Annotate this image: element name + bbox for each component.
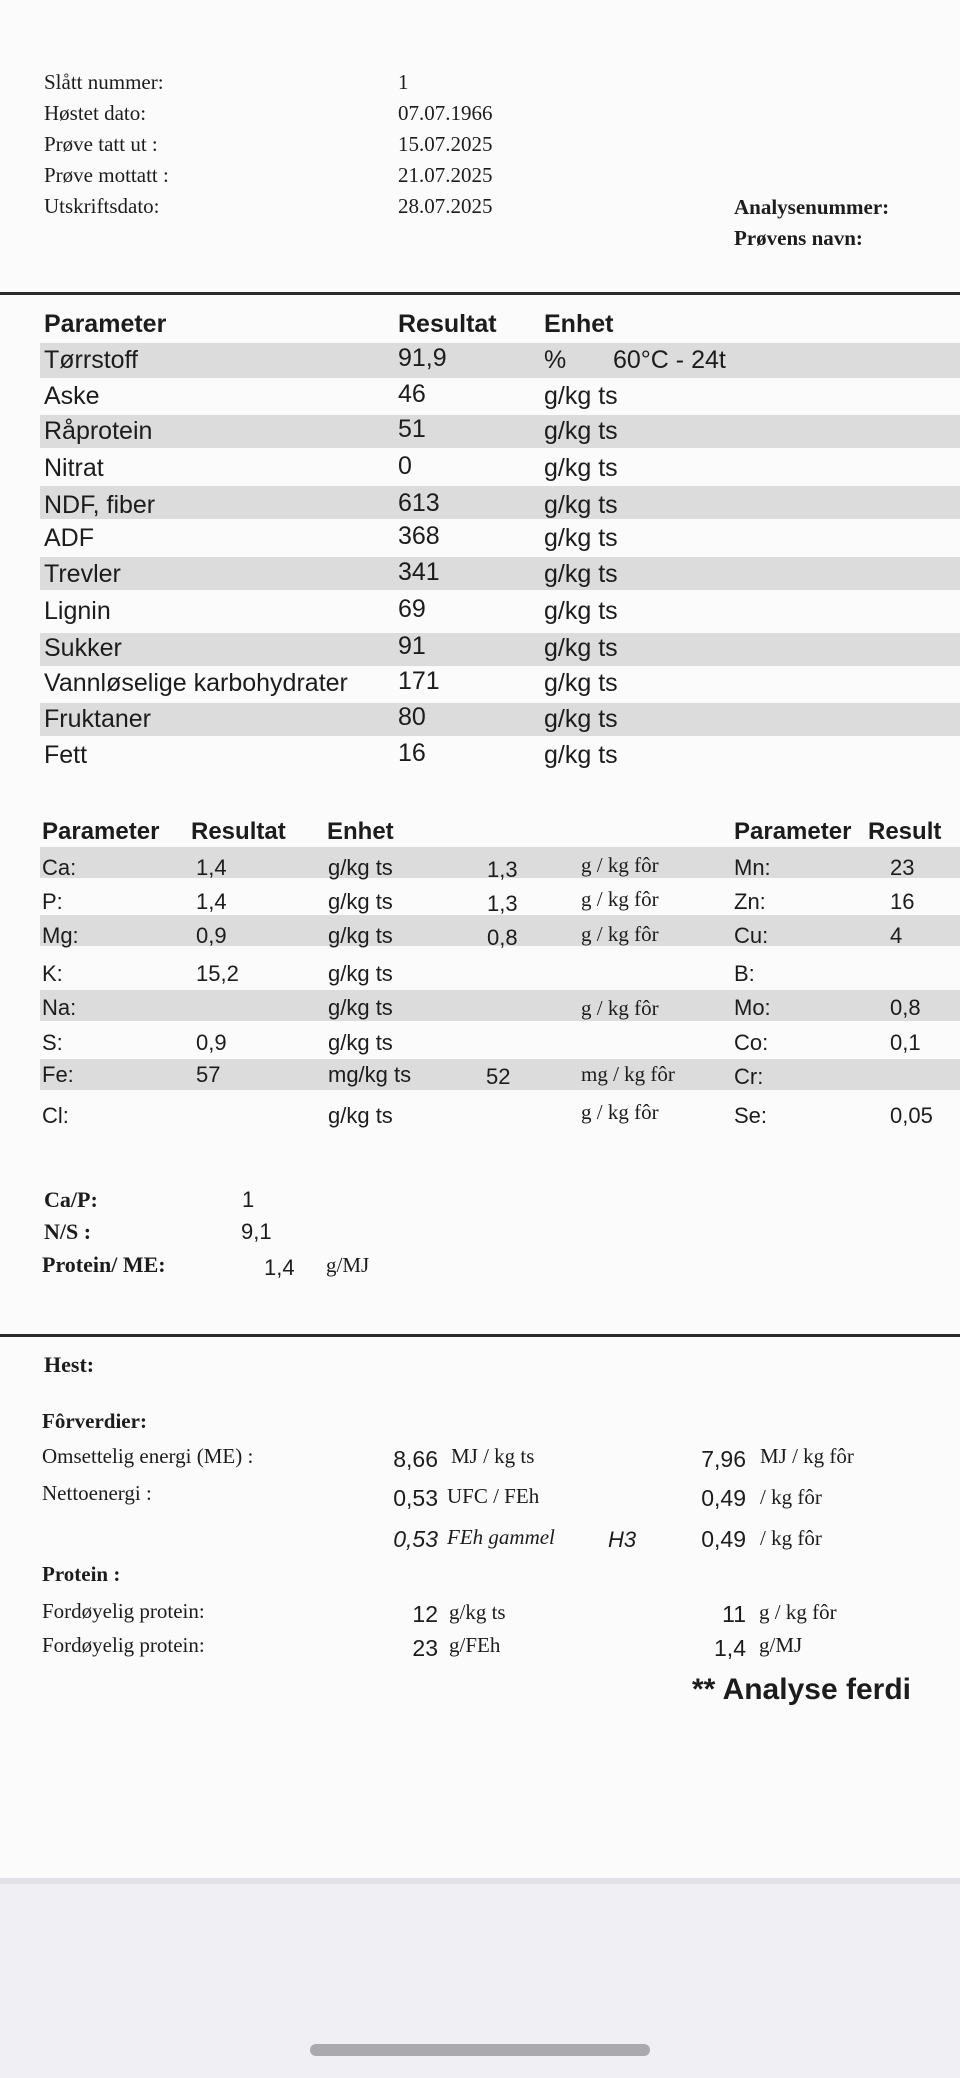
me-ts-unit: MJ / kg ts bbox=[451, 1444, 535, 1468]
mineral-param-2: Cr: bbox=[734, 1064, 764, 1089]
mineral-unit: g/kg ts bbox=[328, 855, 393, 880]
ne-old-feed-unit: / kg fôr bbox=[760, 1526, 822, 1550]
mineral-feed-value: 1,3 bbox=[487, 891, 518, 916]
mineral-param-2: Co: bbox=[734, 1030, 769, 1055]
protein-me-value: 1,4 bbox=[264, 1255, 295, 1280]
header-value-print-date: 28.07.2025 bbox=[398, 194, 493, 218]
section-divider-bottom bbox=[0, 1334, 960, 1337]
mineral-feed-unit: g / kg fôr bbox=[581, 996, 659, 1020]
mineral-feed-unit: mg / kg fôr bbox=[581, 1062, 675, 1086]
param-unit: g/kg ts bbox=[544, 524, 618, 552]
protein-heading: Protein : bbox=[42, 1562, 121, 1586]
mineral-feed-unit: g / kg fôr bbox=[581, 887, 659, 911]
header-label-harvest-date: Høstet dato: bbox=[44, 101, 147, 125]
param-result: 46 bbox=[398, 380, 426, 408]
mineral-feed-unit: g / kg fôr bbox=[581, 922, 659, 946]
col-header-parameter-2: Parameter bbox=[734, 818, 852, 845]
mineral-param: Cl: bbox=[42, 1103, 69, 1128]
ne-feed-value: 0,49 bbox=[701, 1485, 746, 1511]
param-name: NDF, fiber bbox=[44, 491, 156, 519]
row-band bbox=[40, 486, 960, 519]
ne-old-feed-value: 0,49 bbox=[701, 1526, 746, 1552]
mineral-result-2: 4 bbox=[890, 923, 903, 948]
section-divider-top bbox=[0, 292, 960, 295]
param-name: Fett bbox=[44, 741, 88, 769]
param-unit: g/kg ts bbox=[544, 454, 618, 482]
param-result: 91 bbox=[398, 632, 426, 660]
param-name: Fruktaner bbox=[44, 705, 151, 733]
param-name: Nitrat bbox=[44, 454, 104, 482]
me-ts-value: 8,66 bbox=[393, 1446, 438, 1472]
row-band bbox=[40, 990, 960, 1021]
param-unit: g/kg ts bbox=[544, 491, 618, 519]
param-name: Sukker bbox=[44, 634, 122, 662]
param-name: Tørrstoff bbox=[44, 346, 138, 374]
digestible-protein-label: Fordøyelig protein: bbox=[42, 1599, 205, 1623]
mineral-result: 15,2 bbox=[196, 961, 239, 986]
param-unit: g/kg ts bbox=[544, 705, 618, 733]
param-result: 171 bbox=[398, 667, 440, 695]
mineral-unit: g/kg ts bbox=[328, 995, 393, 1020]
param-unit: g/kg ts bbox=[544, 597, 618, 625]
header-value-sample-taken: 15.07.2025 bbox=[398, 132, 493, 156]
analysis-number-label: Analysenummer: bbox=[734, 195, 890, 219]
n-s-value: 9,1 bbox=[241, 1219, 272, 1244]
header-label-print-date: Utskriftsdato: bbox=[44, 194, 160, 218]
mineral-result-2: 0,1 bbox=[890, 1030, 921, 1055]
analysis-status-note: ** Analyse ferdi bbox=[692, 1673, 911, 1706]
digestible-protein-ts-unit: g/kg ts bbox=[449, 1600, 506, 1624]
mineral-param: Na: bbox=[42, 995, 77, 1020]
drying-note: 60°C - 24t bbox=[613, 346, 726, 374]
col-header-unit: Enhet bbox=[544, 310, 614, 338]
digestible-protein-label: Fordøyelig protein: bbox=[42, 1633, 205, 1657]
mineral-param: Ca: bbox=[42, 855, 77, 880]
n-s-label: N/S : bbox=[44, 1219, 92, 1244]
mineral-param: Mg: bbox=[42, 923, 79, 948]
mineral-result: 0,9 bbox=[196, 1030, 227, 1055]
header-value-harvest-date: 07.07.1966 bbox=[398, 101, 493, 125]
mineral-unit: mg/kg ts bbox=[328, 1062, 412, 1087]
col-header-unit: Enhet bbox=[327, 818, 394, 845]
digestible-protein-feh-value: 23 bbox=[412, 1635, 438, 1661]
param-result: 368 bbox=[398, 522, 440, 550]
param-result: 0 bbox=[398, 452, 412, 480]
animal-label: Hest: bbox=[44, 1352, 95, 1377]
header-value-cut-number: 1 bbox=[398, 70, 409, 94]
mineral-param: Fe: bbox=[42, 1062, 74, 1087]
digestible-protein-feed-unit: g / kg fôr bbox=[759, 1600, 837, 1624]
sample-name-label: Prøvens navn: bbox=[734, 226, 863, 250]
mineral-param-2: Mo: bbox=[734, 995, 771, 1020]
param-result: 341 bbox=[398, 558, 440, 586]
param-unit: g/kg ts bbox=[544, 741, 618, 769]
header-value-sample-received: 21.07.2025 bbox=[398, 163, 493, 187]
mineral-feed-value: 52 bbox=[486, 1064, 511, 1089]
mineral-feed-unit: g / kg fôr bbox=[581, 853, 659, 877]
row-band bbox=[40, 703, 960, 736]
mineral-param-2: Cu: bbox=[734, 923, 769, 948]
col-header-parameter: Parameter bbox=[42, 818, 160, 845]
col-header-result: Resultat bbox=[398, 310, 497, 338]
param-result: 16 bbox=[398, 739, 426, 767]
mineral-feed-value: 0,8 bbox=[487, 925, 518, 950]
param-unit: g/kg ts bbox=[544, 560, 618, 588]
mineral-unit: g/kg ts bbox=[328, 889, 393, 914]
ne-feed-unit: / kg fôr bbox=[760, 1485, 822, 1509]
param-name: Trevler bbox=[44, 560, 121, 588]
ne-old-unit: FEh gammel bbox=[447, 1525, 555, 1549]
header-label-sample-received: Prøve mottatt : bbox=[44, 163, 169, 187]
param-result: 51 bbox=[398, 415, 426, 443]
mineral-unit: g/kg ts bbox=[328, 961, 393, 986]
mineral-result-2: 0,05 bbox=[890, 1103, 933, 1128]
ne-label: Nettoenergi : bbox=[42, 1481, 152, 1505]
param-result: 91,9 bbox=[398, 344, 447, 372]
param-unit: g/kg ts bbox=[544, 417, 618, 445]
mineral-result: 57 bbox=[196, 1062, 221, 1087]
row-band bbox=[40, 633, 960, 666]
ne-old-code: H3 bbox=[608, 1527, 637, 1552]
feed-values-heading: Fôrverdier: bbox=[42, 1409, 147, 1433]
digestible-protein-me-unit: g/MJ bbox=[759, 1633, 803, 1657]
mineral-unit: g/kg ts bbox=[328, 1030, 393, 1055]
param-result: 69 bbox=[398, 595, 426, 623]
me-label: Omsettelig energi (ME) : bbox=[42, 1444, 254, 1468]
protein-me-unit: g/MJ bbox=[326, 1253, 370, 1277]
param-result: 80 bbox=[398, 703, 426, 731]
digestible-protein-feed-value: 11 bbox=[722, 1601, 746, 1627]
param-unit: g/kg ts bbox=[544, 669, 618, 697]
mineral-result-2: 16 bbox=[890, 889, 915, 914]
mineral-result: 0,9 bbox=[196, 923, 227, 948]
mineral-result-2: 0,8 bbox=[890, 995, 921, 1020]
mineral-result: 1,4 bbox=[196, 855, 227, 880]
mineral-param: K: bbox=[42, 961, 63, 986]
protein-me-label: Protein/ ME: bbox=[42, 1252, 166, 1277]
digestible-protein-feh-unit: g/FEh bbox=[449, 1633, 501, 1657]
param-unit: g/kg ts bbox=[544, 634, 618, 662]
mineral-param-2: Mn: bbox=[734, 855, 771, 880]
mineral-param-2: Se: bbox=[734, 1103, 768, 1128]
param-name: Lignin bbox=[44, 597, 111, 625]
digestible-protein-ts-value: 12 bbox=[412, 1601, 438, 1627]
param-unit: g/kg ts bbox=[544, 382, 618, 410]
ne-ts-value: 0,53 bbox=[393, 1485, 438, 1511]
param-result: 613 bbox=[398, 489, 440, 517]
mineral-result: 1,4 bbox=[196, 889, 227, 914]
ne-ts-unit: UFC / FEh bbox=[447, 1484, 540, 1508]
header-label-cut-number: Slått nummer: bbox=[44, 70, 164, 94]
param-name: Vannløselige karbohydrater bbox=[44, 669, 348, 697]
row-band bbox=[40, 343, 960, 378]
param-name: Råprotein bbox=[44, 417, 153, 445]
ca-p-label: Ca/P: bbox=[44, 1187, 98, 1212]
mineral-param-2: Zn: bbox=[734, 889, 766, 914]
ca-p-value: 1 bbox=[242, 1187, 255, 1212]
mineral-unit: g/kg ts bbox=[328, 1103, 393, 1128]
page-edge-shadow bbox=[0, 1878, 960, 1884]
mineral-unit: g/kg ts bbox=[328, 923, 393, 948]
mineral-feed-unit: g / kg fôr bbox=[581, 1100, 659, 1124]
me-feed-unit: MJ / kg fôr bbox=[760, 1444, 854, 1468]
mineral-param-2: B: bbox=[734, 961, 755, 986]
row-band bbox=[40, 557, 960, 590]
me-feed-value: 7,96 bbox=[701, 1446, 746, 1472]
digestible-protein-me-value: 1,4 bbox=[714, 1635, 746, 1661]
home-indicator[interactable] bbox=[310, 2044, 650, 2056]
param-name: Aske bbox=[44, 382, 100, 410]
param-name: ADF bbox=[44, 524, 94, 552]
param-unit: % bbox=[544, 346, 567, 374]
col-header-result: Resultat bbox=[191, 818, 286, 845]
col-header-result-2: Result bbox=[868, 818, 942, 845]
ne-old-value: 0,53 bbox=[393, 1526, 438, 1552]
mineral-result-2: 23 bbox=[890, 855, 915, 880]
col-header-parameter: Parameter bbox=[44, 310, 167, 338]
mineral-feed-value: 1,3 bbox=[487, 857, 518, 882]
header-label-sample-taken: Prøve tatt ut : bbox=[44, 132, 158, 156]
mineral-param: P: bbox=[42, 889, 63, 914]
row-band bbox=[40, 415, 960, 448]
mineral-param: S: bbox=[42, 1030, 63, 1055]
